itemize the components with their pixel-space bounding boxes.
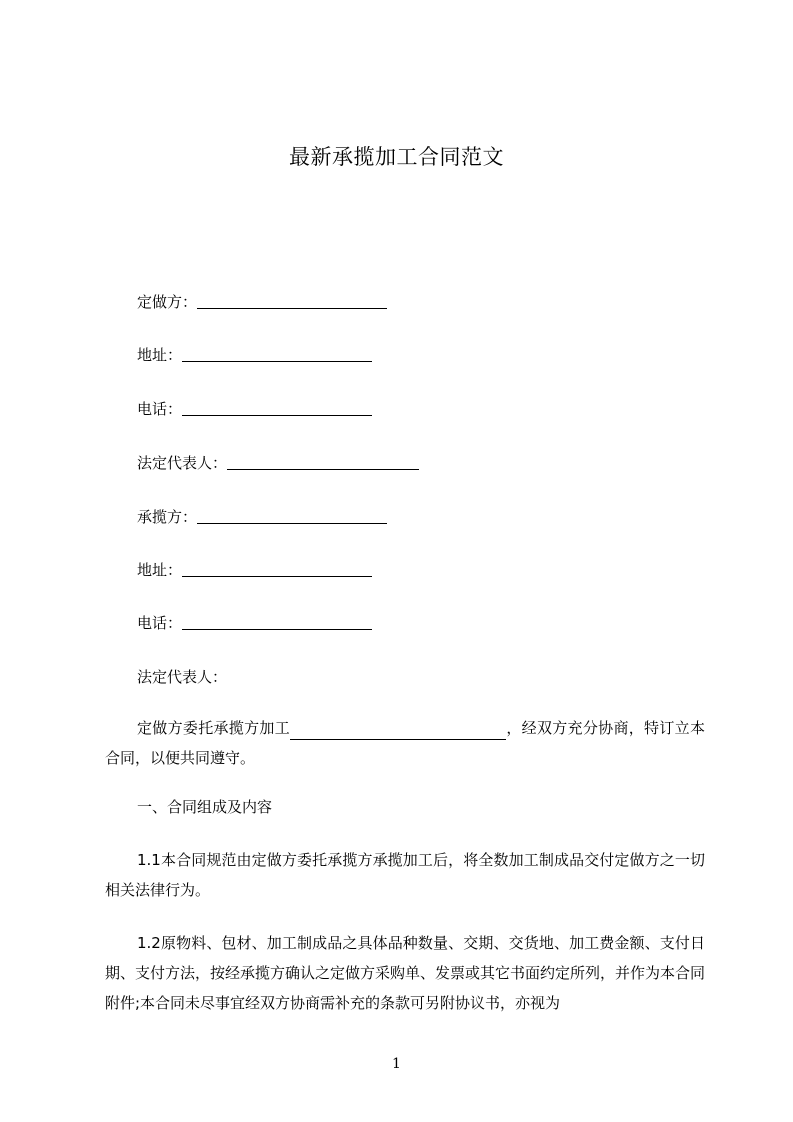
field-label: 定做方：	[137, 293, 198, 311]
blank-line	[197, 509, 387, 524]
page-number: 1	[392, 1056, 401, 1072]
blank-line	[182, 562, 372, 577]
field-contractor-legal-rep	[137, 667, 227, 687]
blank-line	[290, 725, 506, 740]
section-heading: 一、合同组成及内容	[137, 798, 273, 816]
intro-text-after: ，经双方充分协商，特订立本合同，以便共同遵守。	[105, 719, 705, 767]
clause-1-2: 1.2原物料、包材、加工制成品之具体品种数量、交期、交货地、加工费金额、支付日期、支付方法，按经承揽方确认之定做方采购单、发票或其它书面约定所列，并作为本合同附件;本合同未尽事宜经双方协商需补充的条款可另附协议书，亦视为	[105, 934, 706, 1012]
field-ordering-party	[137, 292, 387, 312]
field-contractor	[137, 507, 387, 527]
field-contractor-address	[137, 560, 372, 580]
field-label: 电话：	[137, 400, 183, 418]
field-label: 地址：	[137, 346, 183, 364]
intro-text-before: 定做方委托承揽方加工	[137, 719, 291, 737]
intro-paragraph	[105, 713, 705, 773]
field-contractor-phone	[137, 613, 372, 633]
field-label: 法定代表人：	[137, 668, 228, 686]
page-title: 最新承揽加工合同范文	[289, 145, 504, 169]
field-ordering-phone	[137, 399, 372, 419]
blank-line	[182, 347, 372, 362]
field-label: 承揽方：	[137, 508, 198, 526]
field-label: 地址：	[137, 561, 183, 579]
blank-line	[182, 615, 372, 630]
field-ordering-address	[137, 345, 372, 365]
blank-line	[182, 401, 372, 416]
field-label: 法定代表人：	[137, 454, 228, 472]
blank-line	[197, 294, 387, 309]
blank-line	[227, 455, 419, 470]
field-label: 电话：	[137, 614, 183, 632]
field-ordering-legal-rep	[137, 453, 419, 473]
clause-1-1: 1.1本合同规范由定做方委托承揽方承揽加工后，将全数加工制成品交付定做方之一切相关法律行为。	[105, 851, 705, 899]
